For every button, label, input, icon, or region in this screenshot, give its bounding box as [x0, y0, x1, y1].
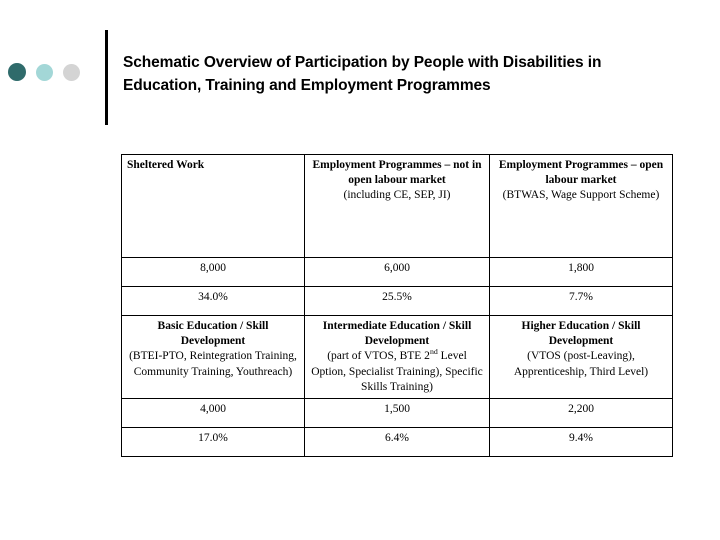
table-row: [122, 258, 673, 287]
header-cell-emp-open-market: [490, 155, 673, 258]
participation-table: [121, 154, 673, 457]
decorative-dots: [8, 63, 80, 81]
percent-cell: 9.4%: [490, 427, 673, 456]
percent-cell: 6.4%: [305, 427, 490, 456]
header-title: Employment Programmes – open labour market: [498, 159, 664, 187]
header-subtitle: (BTEI-PTO, Reintegration Training, Community Training, Youthreach): [129, 350, 297, 378]
header-subtitle: (VTOS (post-Leaving), Apprenticeship, Third Level): [513, 350, 649, 378]
subtitle-part-post: Level Option, Specialist Training), Specific Skills Training): [311, 350, 483, 393]
header-title: Higher Education / Skill Development: [521, 320, 641, 348]
header-cell-basic-education: [122, 316, 305, 399]
count-cell: 6,000: [305, 258, 490, 287]
header-cell-emp-not-open-market: [305, 155, 490, 258]
bullet-dot-dark-icon: [8, 63, 26, 81]
subtitle-part-pre: (part of VTOS, BTE 2: [327, 350, 430, 363]
table-row: [122, 155, 673, 258]
ordinal-suffix: nd: [429, 347, 438, 357]
table-row: [122, 398, 673, 427]
percent-cell: 17.0%: [122, 427, 305, 456]
participation-table-container: [121, 154, 672, 457]
header-subtitle: [310, 349, 484, 395]
header-cell-intermediate-education: [305, 316, 490, 399]
count-cell: 2,200: [490, 398, 673, 427]
page-title: Schematic Overview of Participation by People with Disabilities in Education, Training and Employment Programmes: [123, 54, 602, 94]
header-subtitle: (BTWAS, Wage Support Scheme): [502, 189, 660, 202]
header-title: Basic Education / Skill Development: [157, 320, 269, 348]
header-cell-higher-education: [490, 316, 673, 399]
percent-cell: 25.5%: [305, 287, 490, 316]
bullet-dot-light-icon: [36, 64, 53, 81]
header-title: Employment Programmes – not in open labour market: [312, 159, 482, 187]
table-row: [122, 287, 673, 316]
percent-cell: 34.0%: [122, 287, 305, 316]
bullet-dot-grey-icon: [63, 64, 80, 81]
count-cell: 4,000: [122, 398, 305, 427]
table-row: [122, 316, 673, 399]
count-cell: 1,500: [305, 398, 490, 427]
count-cell: 8,000: [122, 258, 305, 287]
title-vertical-rule: [105, 30, 108, 125]
header-subtitle: (including CE, SEP, JI): [343, 189, 451, 202]
count-cell: 1,800: [490, 258, 673, 287]
header-cell-sheltered-work: [122, 155, 305, 258]
percent-cell: 7.7%: [490, 287, 673, 316]
table-row: [122, 427, 673, 456]
header-title: Intermediate Education / Skill Development: [322, 320, 472, 348]
header-title: Sheltered Work: [127, 159, 205, 171]
